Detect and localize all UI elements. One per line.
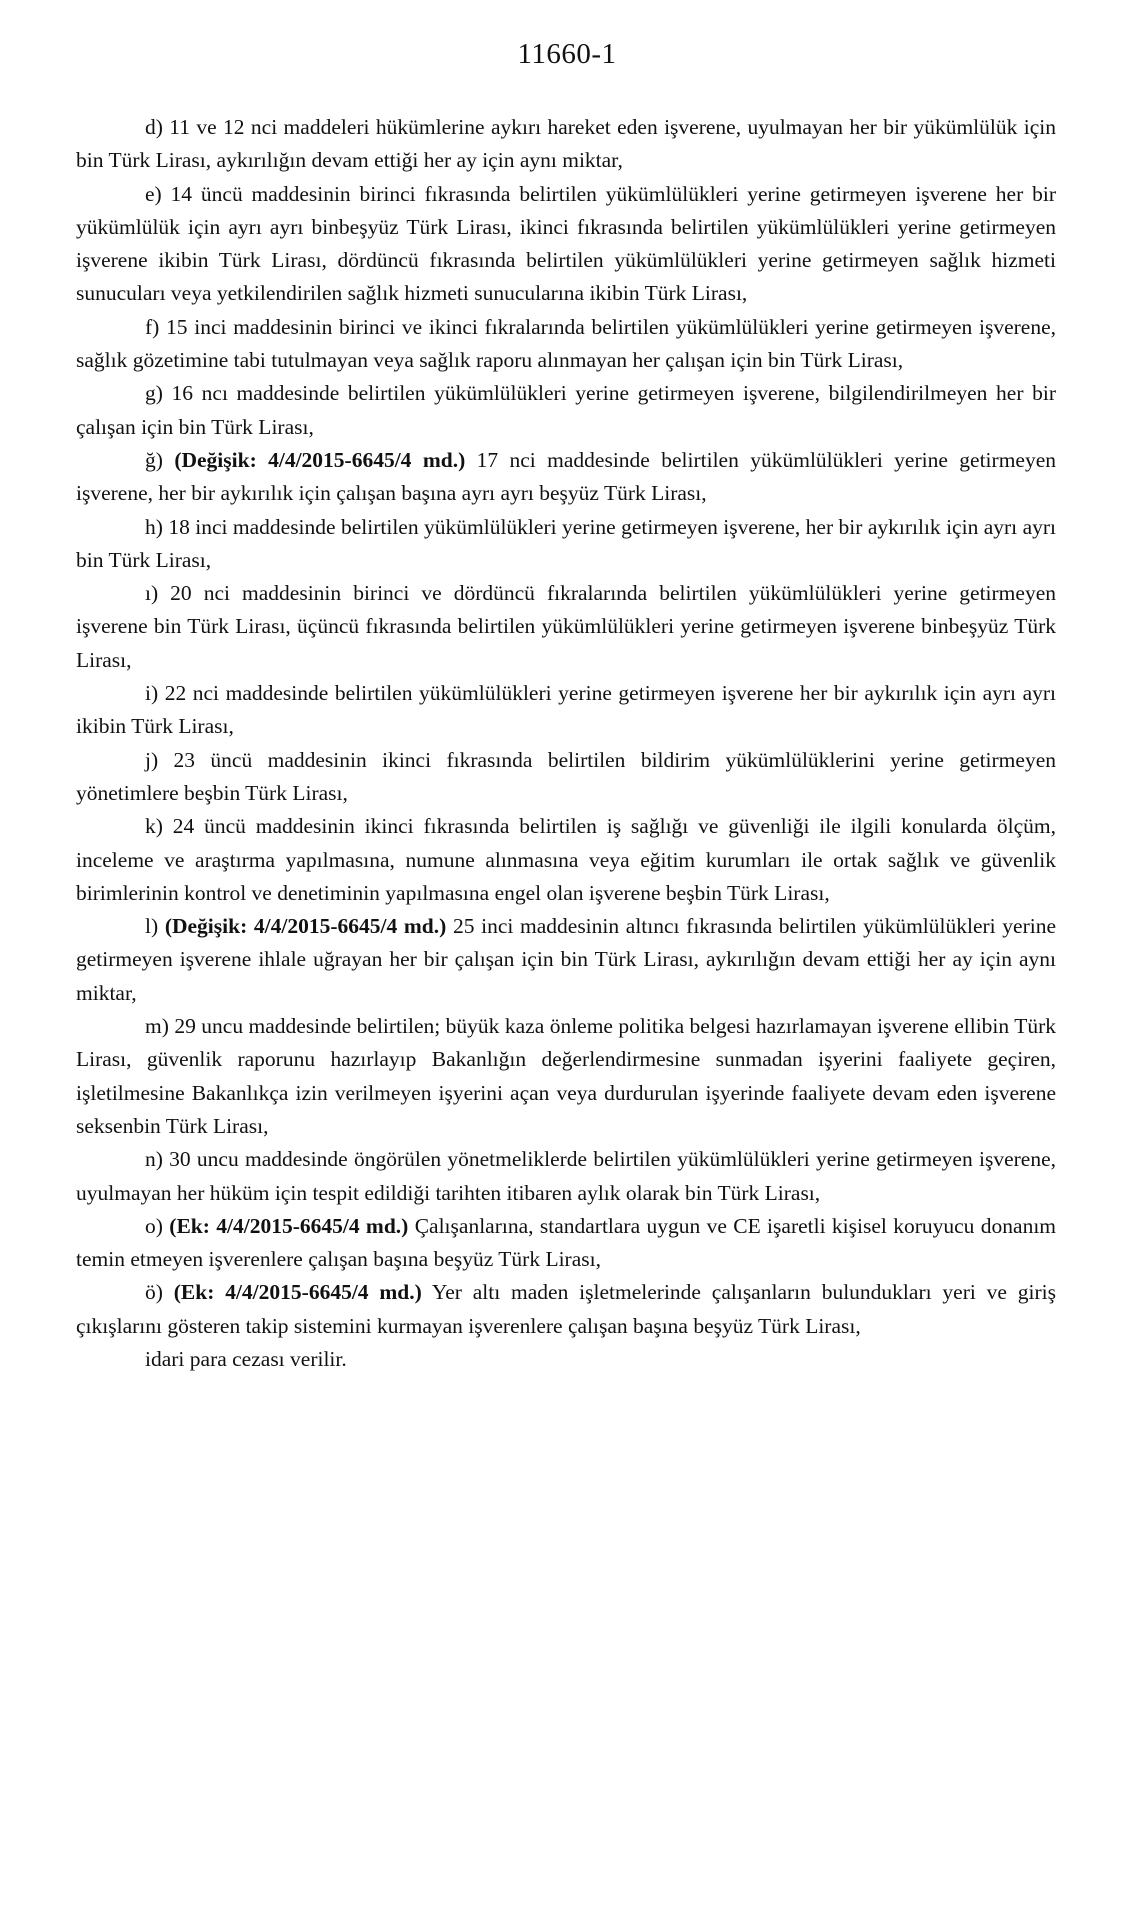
closing-sentence bbox=[76, 1343, 1056, 1376]
clause-text: e) 14 üncü maddesinin birinci fıkrasında belirtilen yükümlülükleri yerine getirmeyen işverene her bir yükümlülük için ayrı ayrı binbeşyüz Türk Lirası, ikinci fıkrasında belirtilen yükümlülükleri yerine getirmeyen işverene ikibin Türk Lirası, dördüncü fıkrasında belirtilen yükümlülükleri yerine getirmeyen sağlık hizmeti sunucuları veya yetkilendirilen sağlık hizmeti sunucularına ikibin Türk Lirası, bbox=[76, 181, 1056, 306]
clause-text: i) 22 nci maddesinde belirtilen yükümlülükleri yerine getirmeyen işverene her bir aykırılık için ayrı ayrı ikibin Türk Lirası, bbox=[76, 681, 1056, 739]
clause-m bbox=[76, 1010, 1056, 1143]
clause-l bbox=[76, 910, 1056, 1010]
clause-text: h) 18 inci maddesinde belirtilen yükümlülükleri yerine getirmeyen işverene, her bir aykırılık için ayrı ayrı bin Türk Lirası, bbox=[76, 514, 1056, 572]
clause-d bbox=[76, 111, 1056, 178]
clause-text: Yer altı maden işletmelerinde çalışanların bulundukları yeri ve giriş çıkışlarını gösteren takip sistemini kurmayan işverenlere çalışan başına beşyüz Türk Lirası, bbox=[76, 1280, 1057, 1338]
clause-f bbox=[76, 311, 1056, 378]
clause-text: g) 16 ncı maddesinde belirtilen yükümlülükleri yerine getirmeyen işverene, bilgilendirilmeyen her bir çalışan için bin Türk Lirası, bbox=[76, 381, 1056, 439]
clause-o-umlaut bbox=[76, 1276, 1056, 1343]
clause-e bbox=[76, 178, 1056, 311]
clause-text: 25 inci maddesinin altıncı fıkrasında belirtilen yükümlülükleri yerine getirmeyen işverene ihlale uğrayan her bir çalışan için bin Türk Lirası, aykırılığın devam ettiği her ay için aynı miktar, bbox=[76, 914, 1057, 1005]
clause-text: d) 11 ve 12 nci maddeleri hükümlerine aykırı hareket eden işverene, uyulmayan her bir yükümlülük için bin Türk Lirası, aykırılığın devam ettiği her ay için aynı miktar, bbox=[76, 115, 1056, 173]
amendment-note: (Ek: 4/4/2015-6645/4 md.) bbox=[169, 1213, 409, 1238]
clause-o bbox=[76, 1210, 1056, 1277]
clause-prefix: o) bbox=[145, 1213, 163, 1238]
clause-g-breve bbox=[76, 444, 1056, 511]
amendment-note: (Değişik: 4/4/2015-6645/4 md.) bbox=[174, 447, 466, 472]
clause-prefix: l) bbox=[145, 914, 159, 939]
clause-prefix: ğ) bbox=[145, 447, 163, 472]
clause-prefix: ö) bbox=[145, 1280, 163, 1305]
clause-text: 17 nci maddesinde belirtilen yükümlülükleri yerine getirmeyen işverene, her bir aykırılık için çalışan başına ayrı ayrı beşyüz Türk Lirası, bbox=[76, 447, 1056, 506]
clause-n bbox=[76, 1143, 1056, 1210]
clause-text: Çalışanlarına, standartlara uygun ve CE işaretli kişisel koruyucu donanım temin etmeyen işverenlere çalışan başına beşyüz Türk Lirası, bbox=[76, 1213, 1057, 1272]
clause-i bbox=[76, 677, 1056, 744]
clause-text: k) 24 üncü maddesinin ikinci fıkrasında belirtilen iş sağlığı ve güvenliği ile ilgili konularda ölçüm, inceleme ve araştırma yapılmasına, numune alınmasına veya eğitim kurumları ile ortak sağlık ve güvenlik birimlerinin kontrol ve denetiminin yapılmasına engel olan işverene beşbin Türk Lirası, bbox=[76, 814, 1056, 905]
clause-text: ı) 20 nci maddesinin birinci ve dördüncü fıkralarında belirtilen yükümlülükleri yerine getirmeyen işverene bin Türk Lirası, üçüncü fıkrasında belirtilen yükümlülükleri yerine getirmeyen işverene binbeşyüz Türk Lirası, bbox=[76, 581, 1056, 672]
clause-dotless-i bbox=[76, 577, 1056, 677]
clause-text: m) 29 uncu maddesinde belirtilen; büyük kaza önleme politika belgesi hazırlamayan işverene ellibin Türk Lirası, güvenlik raporunu hazırlayıp Bakanlığın değerlendirmesine sunmadan işyerini faaliyete geçiren, işletilmesine Bakanlıkça izin verilmeyen işyerini açan veya durdurulan işyerinde faaliyete devam eden işverene seksenbin Türk Lirası, bbox=[76, 1014, 1056, 1138]
page-number: 11660-1 bbox=[517, 38, 617, 70]
clause-text: f) 15 inci maddesinin birinci ve ikinci fıkralarında belirtilen yükümlülükleri yerine getirmeyen işverene, sağlık gözetimine tabi tutulmayan veya sağlık raporu alınmayan her çalışan için bin Türk Lirası, bbox=[76, 314, 1056, 373]
clause-text: j) 23 üncü maddesinin ikinci fıkrasında belirtilen bildirim yükümlülüklerini yerine getirmeyen yönetimlere beşbin Türk Lirası, bbox=[76, 747, 1056, 805]
clause-j bbox=[76, 744, 1056, 811]
amendment-note: (Ek: 4/4/2015-6645/4 md.) bbox=[173, 1280, 422, 1305]
article-body bbox=[76, 111, 1056, 1376]
amendment-note: (Değişik: 4/4/2015-6645/4 md.) bbox=[164, 914, 447, 939]
clause-g bbox=[76, 377, 1056, 444]
clause-text: n) 30 uncu maddesinde öngörülen yönetmeliklerde belirtilen yükümlülükleri yerine getirmeyen işverene, uyulmayan her hüküm için tespit edildiği tarihten itibaren aylık olarak bin Türk Lirası, bbox=[76, 1147, 1056, 1205]
clause-k bbox=[76, 810, 1056, 910]
clause-text: idari para cezası verilir. bbox=[145, 1346, 347, 1371]
clause-h bbox=[76, 511, 1056, 578]
